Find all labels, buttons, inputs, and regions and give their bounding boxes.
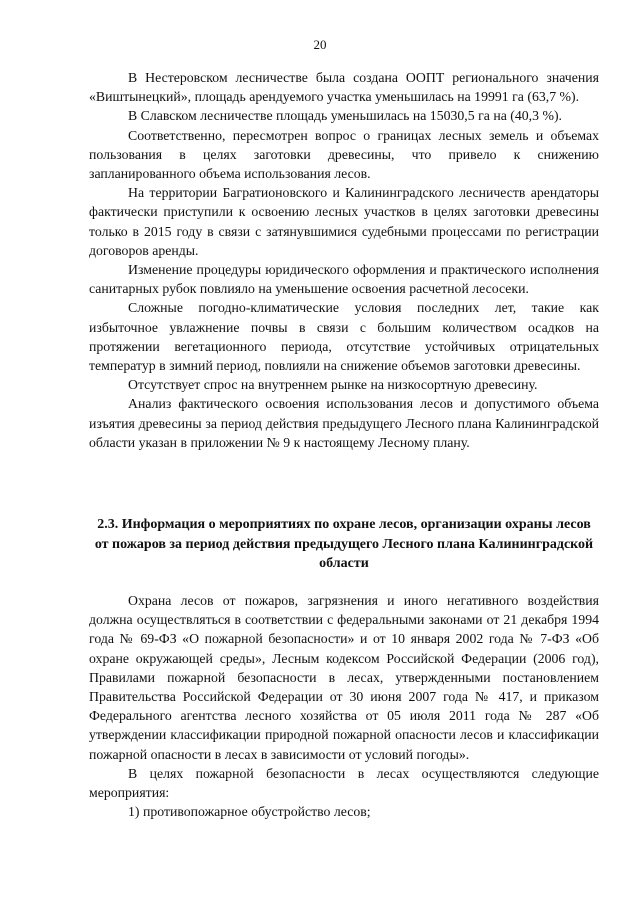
- paragraph: В Нестеровском лесничестве была создана ООПТ регионального значения «Виштынецкий», площадь арендуемого участка уменьшилась на 19991 га (63,7 %).: [89, 70, 599, 105]
- paragraph: Сложные погодно-климатические условия последних лет, такие как избыточное увлажнение почвы в связи с большим количеством осадков на протяжении вегетационного периода, отсутствие устойчивых отрицательных температур в зимний период, повлияли на снижение объемов заготовки древесины.: [89, 300, 599, 374]
- paragraph: Анализ фактического освоения использования лесов и допустимого объема изъятия древесины за период действия предыдущего Лесного плана Калининградской области указан в приложении № 9 к настоящему Лесному плану.: [89, 396, 599, 450]
- paragraph: Изменение процедуры юридического оформления и практического исполнения санитарных рубок повлияло на уменьшение освоения расчетной лесосеки.: [89, 262, 599, 297]
- bottom-text-block: [89, 591, 599, 821]
- list-item: 1) противопожарное обустройство лесов;: [128, 804, 371, 820]
- paragraph: Отсутствует спрос на внутреннем рынке на низкосортную древесину.: [128, 377, 538, 393]
- paragraph: На территории Багратионовского и Калининградского лесничеств арендаторы фактически приступили к освоению лесных участков в целях заготовки древесины только в 2015 году в связи с затянувшимися судебными процессами по регистрации договоров аренды.: [89, 185, 599, 258]
- paragraph: Охрана лесов от пожаров, загрязнения и иного негативного воздействия должна осуществляться в соответствии с федеральными законами от 21 декабря 1994 года № 69-ФЗ «О пожарной безопасности» и от 10 января 2002 года № 7-ФЗ «Об охране окружающей среды», Лесным кодексом Российской Федерации (2006 год), Правилами пожарной безопасности в лесах, утвержденными постановлением Правительства Российской Федерации от 30 июня 2007 года № 417, и приказом Федерального агентства лесного хозяйства от 05 июля 2011 года № 287 «Об утверждении классификации природной пожарной опасности лесов и классификации пожарной опасности в лесах в зависимости от условий погоды».: [89, 593, 599, 762]
- paragraph: Соответственно, пересмотрен вопрос о границах лесных земель и объемах пользования в целях заготовки древесины, что привело к снижению запланированного объема использования лесов.: [89, 127, 599, 182]
- top-text-block: [89, 68, 599, 452]
- paragraph: В целях пожарной безопасности в лесах осуществляются следующие мероприятия:: [89, 765, 599, 801]
- paragraph: В Славском лесничестве площадь уменьшилась на 15030,5 га на (40,3 %).: [128, 108, 563, 124]
- section-heading: 2.3. Информация о мероприятиях по охране лесов, организации охраны лесов от пожаров за период действия предыдущего Лесного плана Калининградской области: [94, 517, 594, 571]
- page-number: 20: [313, 37, 327, 52]
